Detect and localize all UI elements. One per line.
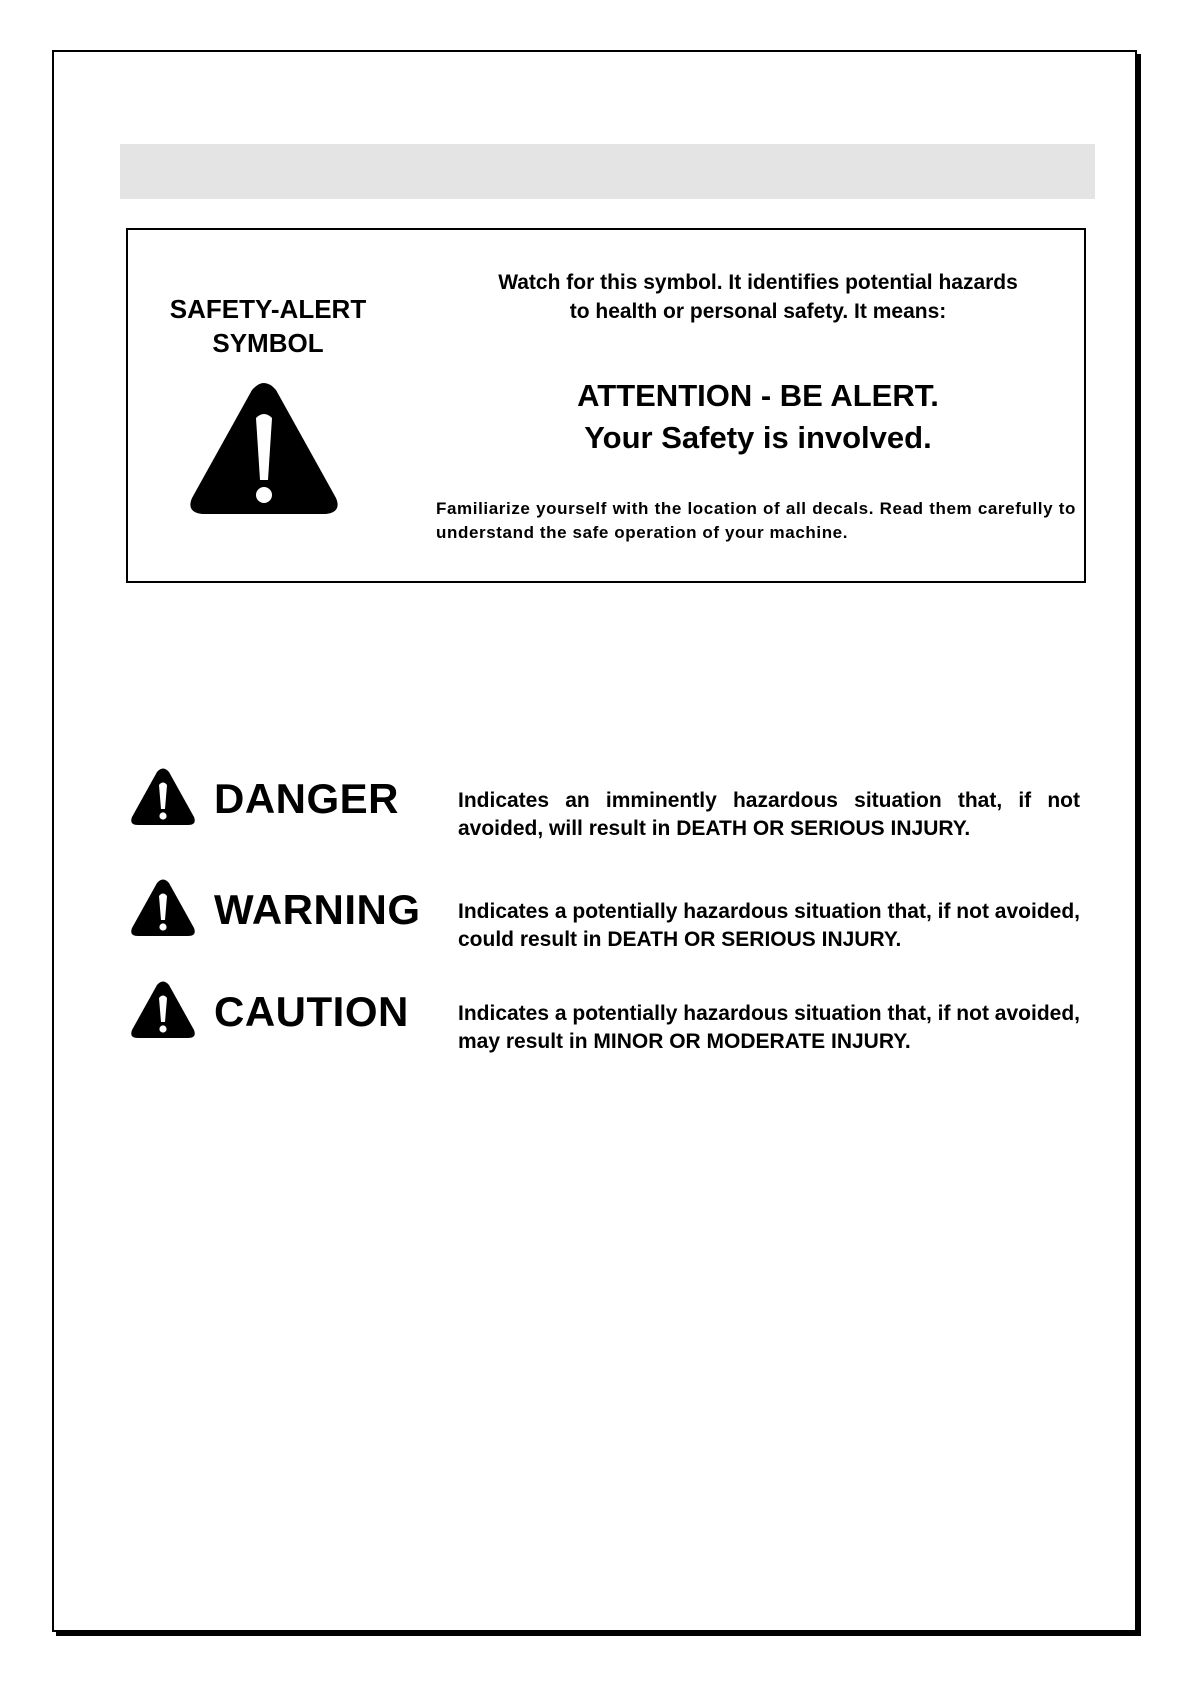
attention-line: ATTENTION - BE ALERT. [577,378,939,413]
watch-text [438,268,1078,326]
watch-line-1: Watch for this symbol. It identifies potential hazards [498,271,1018,294]
attention-text [438,375,1078,459]
signal-word-caution: CAUTION [214,988,409,1035]
involved-line: Your Safety is involved. [584,420,932,455]
signal-row-warning [130,878,1090,951]
safety-alert-symbol-label: SAFETY-ALERT SYMBOL [169,294,367,358]
warning-triangle-icon [130,980,196,1040]
signal-row-caution [130,980,1090,1053]
signal-word-warning: WARNING [214,886,421,933]
signal-description-danger: Indicates an imminently hazardous situation that, if not avoided, will result in DEATH OR SERIOUS INJURY. [458,789,1080,840]
safety-alert-box [126,228,1086,583]
familiarize-text: Familiarize yourself with the location of all decals. Read them carefully to understand the safe operation of your machine. [436,499,1076,542]
warning-triangle-icon [130,878,196,938]
signal-description-caution: Indicates a potentially hazardous situation that, if not avoided, may result in MINOR OR MODERATE INJURY. [458,1002,1080,1053]
watch-line-2: to health or personal safety. It means: [569,300,947,323]
header-bar [120,144,1095,199]
warning-triangle-icon [186,380,342,520]
warning-triangle-icon [130,767,196,827]
signal-word-danger: DANGER [214,775,400,822]
signal-row-danger [130,767,1090,840]
signal-description-warning: Indicates a potentially hazardous situation that, if not avoided, could result in DEATH OR SERIOUS INJURY. [458,900,1080,951]
